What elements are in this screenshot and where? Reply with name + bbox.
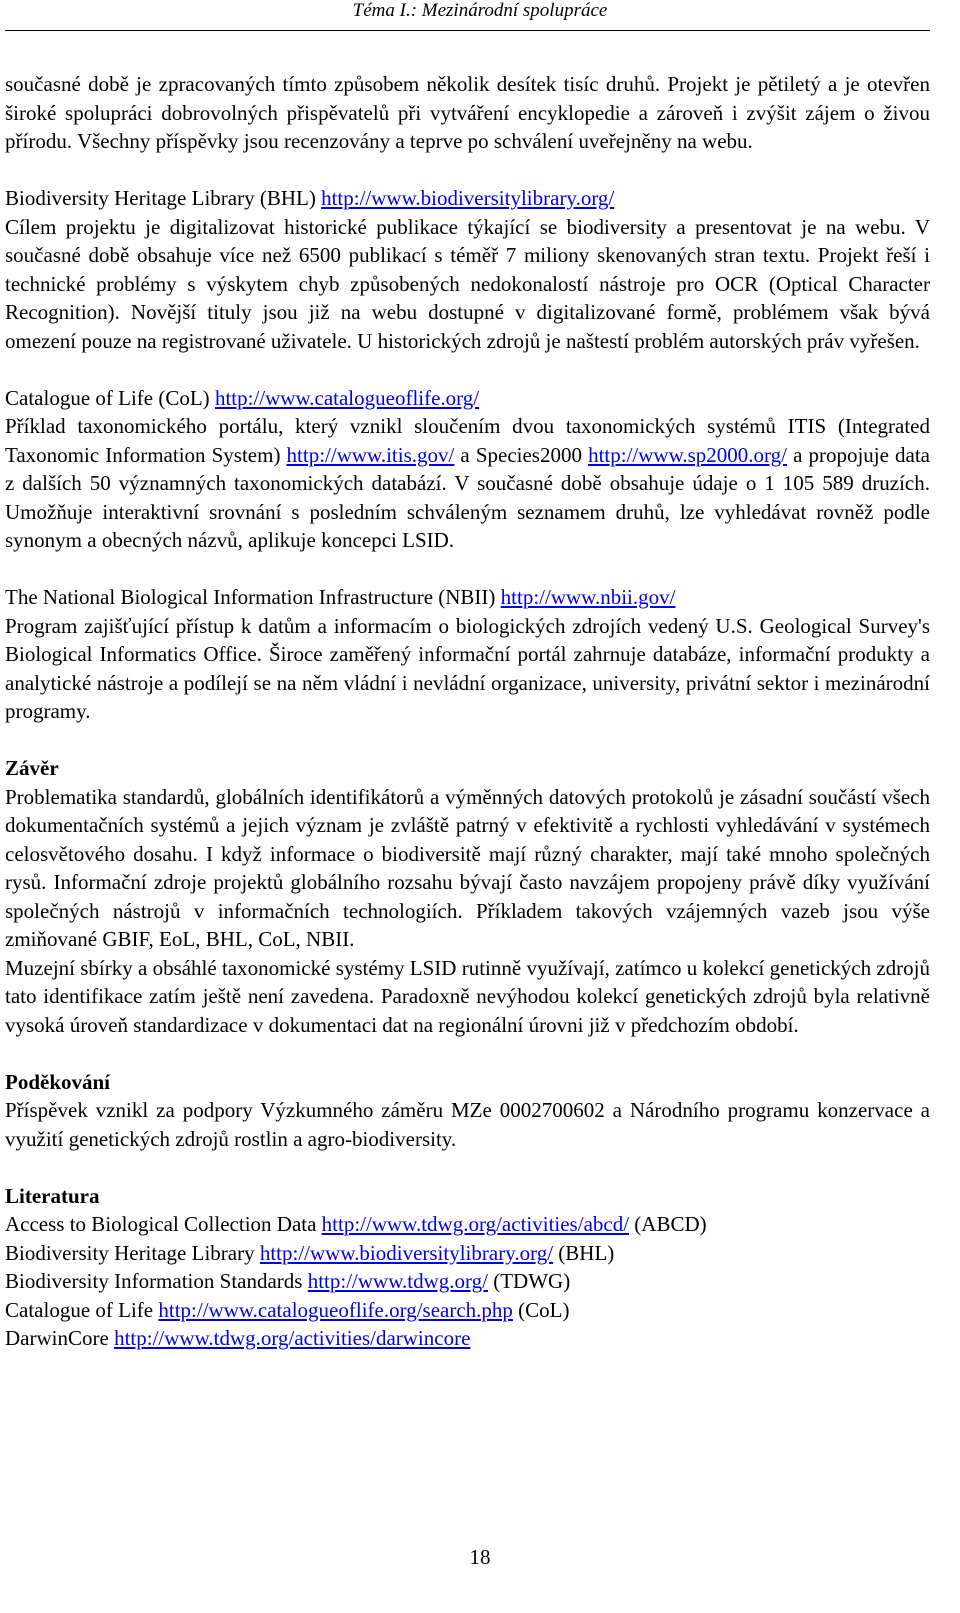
itis-link[interactable]: http://www.itis.gov/ [286, 442, 455, 467]
col-text-part3: a propojuje data z dalších 50 významných taxonomických databází. V současné době obsahuje údaje o 1 105 589 druzích. Umožňuje interaktivní srovnání s posledním schváleným seznamem druhů, lze vyhledávat rovněž podle synonym a obecných názvů, aplikuje koncepci LSID. [5, 442, 930, 552]
reference-suffix: (CoL) [512, 1297, 570, 1322]
reference-item [5, 1296, 930, 1325]
reference-label: Biodiversity Information Standards [5, 1269, 308, 1293]
col-link[interactable]: http://www.catalogueoflife.org/ [214, 385, 480, 410]
reference-label: Biodiversity Heritage Library [5, 1240, 260, 1265]
conclusion-paragraph-1: Problematika standardů, globálních identifikátorů a výměnných datových protokolů je zásadní součástí všech dokumentačních systémů a jejich význam je zvláště patrný v efektivitě a rychlosti vyhledávání v systémech celosvětového dosahu. I když informace o biodiversitě mají různý charakter, mají také mnoho společných rysů. Informační zdroje projektů globálního rozsahu bývají často navzájem propojeny právě díky využívání společných nástrojů v informačních technologiích. Příkladem takových vzájemných vazeb jsou výše zmiňované GBIF, EoL, BHL, CoL, NBII. [5, 784, 930, 951]
reference-item [5, 1239, 930, 1268]
intro-paragraph: současné době je zpracovaných tímto způsobem několik desítek tisíc druhů. Projekt je pětiletý a je otevřen široké spolupráci dobrovolných přispěvatelů při vytváření encyklopedie a zároveň i zvýšit zájem o živou přírodu. Všechny příspěvky jsou recenzovány a teprve po schválení uveřejněny na webu. [5, 72, 930, 153]
acknowledgement-heading: Poděkování [5, 1069, 111, 1094]
bhl-title-line [5, 184, 930, 213]
sp2000-link[interactable]: http://www.sp2000.org/ [588, 442, 787, 467]
reference-item [5, 1210, 930, 1239]
col-title-line [5, 384, 930, 413]
conclusion-paragraph-2: Muzejní sbírky a obsáhlé taxonomické systémy LSID rutinně využívají, zatímco u kolekcí genetických zdrojů tato identifikace zatím ještě není zavedena. Paradoxně nevýhodou kolekcí genetických zdrojů byla relativně vysoká úroveň standardizace v dokumentaci dat na regionální úrovni již v předchozím období. [5, 955, 930, 1037]
reference-suffix: (TDWG) [487, 1269, 571, 1293]
reference-item [5, 1324, 930, 1353]
reference-suffix: (ABCD) [629, 1212, 707, 1236]
bhl-link[interactable]: http://www.biodiversitylibrary.org/ [321, 186, 615, 210]
reference-link[interactable]: http://www.tdwg.org/activities/abcd/ [321, 1212, 630, 1236]
nbii-paragraph: Program zajišťující přístup k datům a informacím o biologických zdrojích vedený U.S. Geological Survey's Biological Informatics Office. Široce zaměřený informační portál zahrnuje databáze, informační produkty a analytické nástroje a podílejí se na něm vládní i nevládní organizace, university, privátní sektor i mezinárodní programy. [5, 613, 930, 723]
col-text-part1: Příklad taxonomického portálu, který vznikl sloučením dvou taxonomických systémů ITIS (Integrated Taxonomic Information System) [5, 414, 930, 467]
header-rule [5, 30, 930, 31]
reference-link[interactable]: http://www.biodiversitylibrary.org/ [259, 1240, 554, 1265]
acknowledgement-paragraph: Příspěvek vznikl za podpory Výzkumného záměru MZe 0002700602 a Národního programu konzervace a využití genetických zdrojů rostlin a agro-biodiversity. [5, 1098, 930, 1151]
reference-label: Access to Biological Collection Data [5, 1212, 322, 1236]
reference-suffix: (BHL) [553, 1240, 615, 1265]
conclusion-heading: Závěr [5, 756, 59, 780]
reference-item [5, 1267, 930, 1296]
bhl-title: Biodiversity Heritage Library (BHL) [5, 186, 322, 210]
reference-link[interactable]: http://www.catalogueoflife.org/search.php [158, 1297, 513, 1322]
reference-label: DarwinCore [5, 1326, 115, 1350]
reference-link[interactable]: http://www.tdwg.org/activities/darwincore [114, 1326, 471, 1350]
reference-label: Catalogue of Life [5, 1297, 159, 1322]
references-heading: Literatura [5, 1183, 100, 1208]
nbii-title: The National Biological Information Infrastructure (NBII) [5, 585, 501, 609]
reference-link[interactable]: http://www.tdwg.org/ [307, 1269, 488, 1293]
nbii-title-line [5, 583, 930, 612]
document-body [5, 70, 930, 1353]
col-title: Catalogue of Life (CoL) [5, 385, 215, 410]
bhl-paragraph: Cílem projektu je digitalizovat historické publikace týkající se biodiversity a presentovat je na webu. V současné době obsahuje více než 6500 publikací s téměř 7 miliony skenovaných stran textu. Projekt řeší i technické problémy s výskytem chyb způsobených nedokonalostí nástroje pro OCR (Optical Character Recognition). Novější tituly jsou již na webu dostupné v digitalizované formě, problémem však bývá omezení pouze na registrované uživatele. U historických zdrojů je naštestí problém autorských práv vyřešen. [5, 214, 930, 353]
col-paragraph [5, 412, 930, 555]
running-header: Téma I.: Mezinárodní spolupráce [352, 0, 608, 21]
page-number: 18 [469, 1545, 491, 1569]
nbii-link[interactable]: http://www.nbii.gov/ [500, 585, 676, 609]
col-text-part2: a Species2000 [454, 442, 589, 467]
